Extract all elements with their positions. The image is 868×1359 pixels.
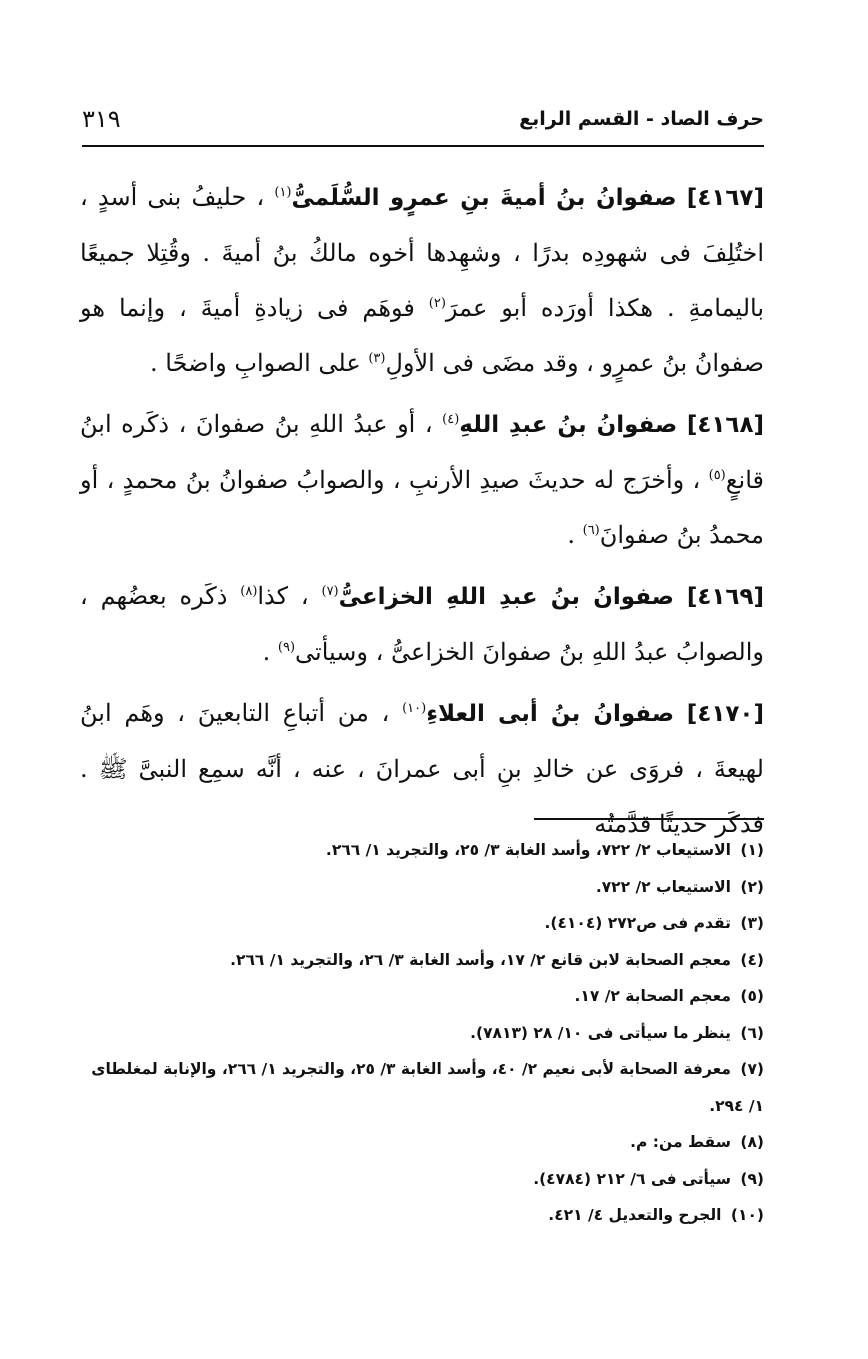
footnote	[80, 832, 764, 869]
entry-name: صفوانُ بنُ أبى العلاءِ	[426, 701, 675, 727]
entry-number: [٤١٦٧]	[686, 185, 764, 211]
footnote-ref: (٦)	[582, 523, 600, 538]
footnote-text: سقط من: م.	[630, 1133, 731, 1151]
footnote-number: (١)	[740, 841, 764, 859]
footnote	[80, 978, 764, 1015]
entry-text: ذكَره بعضُهم ، والصوابُ عبدُ اللهِ بنُ صفوانَ الخزاعىُّ ، وسيأتى	[80, 582, 764, 666]
entry-name: صفوانُ بنُ عبدِ اللهِ الخزاعىُّ	[338, 584, 674, 610]
entry-number: [٤١٧٠]	[686, 701, 764, 727]
footnote-ref: (١٠)	[402, 701, 427, 716]
footnote-number: (٩)	[740, 1169, 764, 1188]
page-header	[82, 100, 764, 138]
entry-4168	[80, 397, 764, 563]
footnote-text: معرفة الصحابة لأبى نعيم ٢/ ٤٠، وأسد الغابة ٣/ ٢٥، والتجريد ١/ ٢٦٦، والإنابة لمغلطاى ١/ ٢٩٤.	[91, 1060, 764, 1115]
entry-text: .	[567, 521, 583, 549]
entry-text: فوهَم فى زيادةِ أميةَ ، وإنما هو صفوانُ بنُ عمرٍو ، وقد مضَى فى الأولِ	[80, 294, 764, 377]
footnote	[80, 1124, 764, 1161]
main-text	[80, 170, 764, 858]
footnote-text: الاستيعاب ٢/ ٧٢٢.	[595, 877, 731, 896]
entry-text: ، حليفُ بنى أسدٍ ، اختُلِفَ فى شهودِه بدرًا ، وشهِدها أخوه مالكُ بنُ أميةَ . وقُتِلا جميعًا باليمامةِ . هكذا أورَده أبو عمرَ	[80, 183, 764, 322]
footnote-ref: (٢)	[428, 296, 446, 311]
entry-text: ، من أتباعِ التابعينَ ، وهَم ابنُ لهيعةَ ، فروَى عن خالدِ بنِ أبى عمرانَ ، عنه ، أنَّه سمِع النبىَّ ﷺ . فذكَر حديثًا قدَّمتُه	[80, 699, 764, 838]
footnote-text: معجم الصحابة لابن قانع ٢/ ١٧، وأسد الغابة ٣/ ٢٦، والتجريد ١/ ٢٦٦.	[230, 950, 731, 969]
footnote-text: الاستيعاب ٢/ ٧٢٢، وأسد الغابة ٣/ ٢٥، والتجريد ١/ ٢٦٦.	[325, 841, 731, 859]
footnote-ref: (٧)	[321, 584, 339, 599]
entry-text: ، وأخرَج له حديثَ صيدِ الأرنبِ ، والصوابُ صفوانُ بنُ محمدٍ ، أو محمدُ بنُ صفوانَ	[80, 466, 764, 549]
footnote-text: ينظر ما سيأتى فى ١٠/ ٢٨ (٧٨١٣).	[470, 1023, 731, 1042]
footnote-ref: (٩)	[277, 640, 296, 655]
running-title: حرف الصاد - القسم الرابع	[519, 108, 764, 130]
entry-4169	[80, 569, 764, 680]
entry-number: [٤١٦٩]	[686, 584, 764, 610]
entry-name: صفوانُ بنُ أميةَ بنِ عمرٍو السُّلَمىُّ	[291, 185, 677, 211]
entry-text: .	[262, 638, 278, 666]
footnote-ref: (٨)	[240, 584, 258, 599]
entry-text: على الصوابِ واضحًا .	[150, 349, 369, 377]
entry-text: ، كذا	[257, 582, 309, 610]
footnote-ref: (٥)	[708, 468, 726, 483]
footnote-number: (٢)	[740, 877, 764, 896]
footnote	[80, 1051, 764, 1124]
footnote-ref: (١)	[274, 185, 292, 200]
footnote-ref: (٤)	[442, 412, 460, 427]
header-rule	[82, 145, 764, 147]
footnote-number: (٣)	[740, 914, 764, 932]
entry-4170	[80, 686, 764, 852]
footnote-text: الجرح والتعديل ٤/ ٤٢١.	[548, 1206, 722, 1224]
footnotes	[80, 832, 764, 1234]
footnote-ref: (٣)	[368, 351, 386, 366]
entry-4167	[80, 170, 764, 391]
footnote-number: (٥)	[740, 987, 764, 1005]
footnote-number: (٦)	[740, 1023, 764, 1042]
footnote-separator	[534, 818, 764, 820]
footnote-number: (١٠)	[730, 1206, 764, 1224]
footnote	[80, 905, 764, 942]
page-number: ٣١٩	[82, 105, 121, 133]
footnote-text: تقدم فى ص٢٧٢ (٤١٠٤).	[544, 914, 731, 932]
entry-number: [٤١٦٨]	[686, 412, 764, 438]
entry-name: صفوانُ بنُ عبدِ اللهِ	[459, 412, 678, 438]
footnote	[80, 1197, 764, 1234]
footnote-number: (٨)	[740, 1133, 764, 1151]
footnote	[80, 1161, 764, 1198]
footnote-text: معجم الصحابة ٢/ ١٧.	[574, 987, 731, 1005]
entry-text: ، أو عبدُ اللهِ بنُ صفوانَ ، ذكَره ابنُ قانعٍ	[80, 410, 764, 494]
footnote	[80, 869, 764, 906]
footnote	[80, 942, 764, 979]
footnote-number: (٧)	[740, 1060, 764, 1078]
footnote-number: (٤)	[740, 950, 764, 969]
footnote	[80, 1015, 764, 1052]
footnote-text: سيأتى فى ٦/ ٢١٢ (٤٧٨٤).	[533, 1169, 731, 1188]
